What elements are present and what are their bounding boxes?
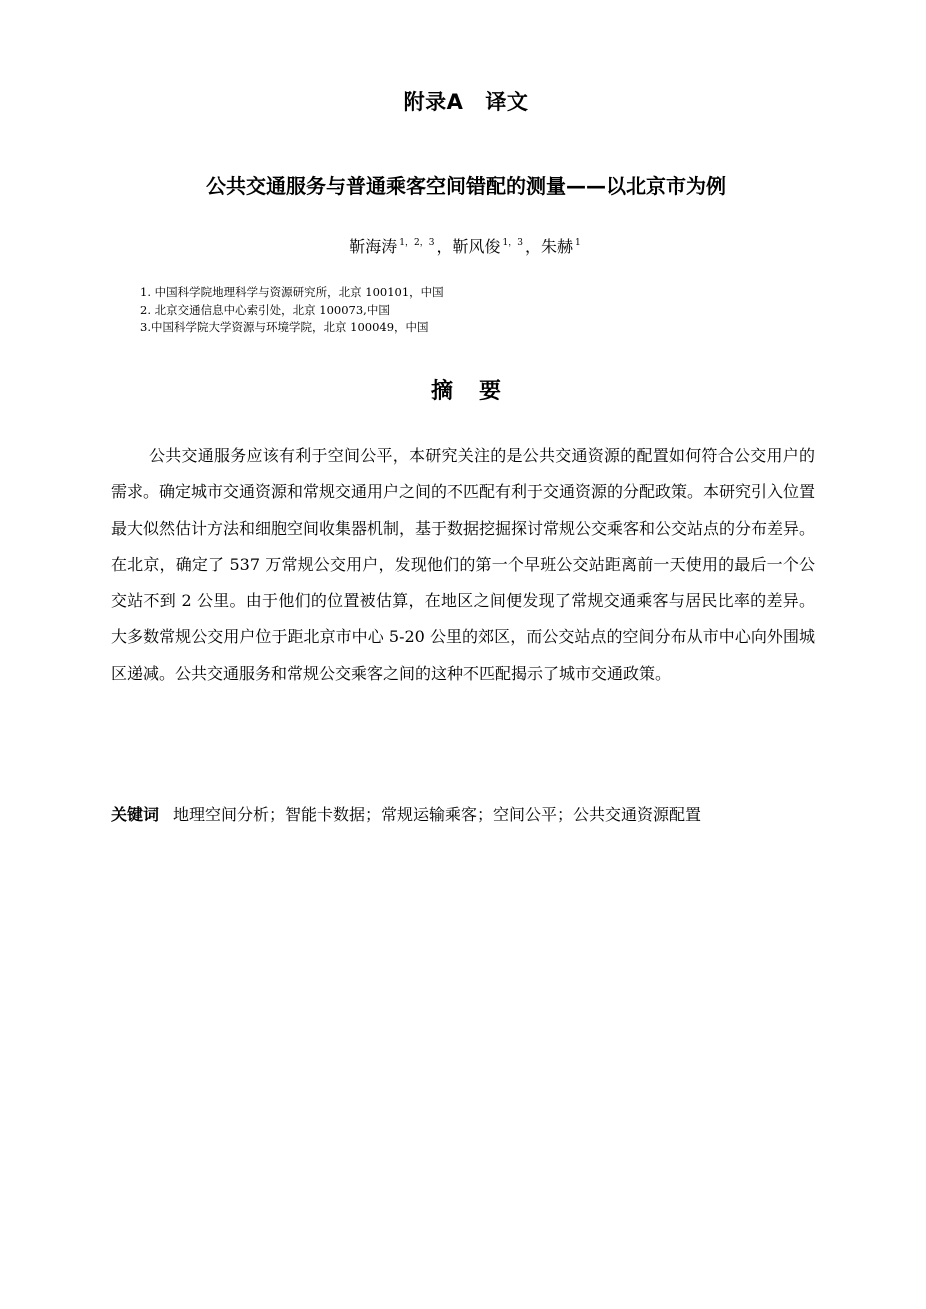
author-affiliation-marks: 1，2，3 xyxy=(399,238,435,248)
paper-title: 公共交通服务与普通乘客空间错配的测量——以北京市为例 xyxy=(206,174,726,198)
author-name: 朱赫 xyxy=(540,237,573,256)
author-line xyxy=(0,234,926,257)
abstract-heading-char: 要 xyxy=(479,379,502,404)
appendix-label: 附录A xyxy=(403,90,464,114)
author-separator: ， xyxy=(524,237,541,256)
author-name: 靳风俊 xyxy=(452,237,501,256)
abstract-body: 公共交通服务应该有利于空间公平，本研究关注的是公共交通资源的配置如何符合公交用户的需求。确定城市交通资源和常规交通用户之间的不匹配有利于交通资源的分配政策。本研究引入位置最大似然估计方法和细胞空间收集器机制，基于数据挖掘探讨常规公交乘客和公交站点的分布差异。在北京，确定了 537 万常规公交用户，发现他们的第一个早班公交站距离前一天使用的最后一个公交站不到 2 公里。由于他们的位置被估算，在地区之间便发现了常规交通乘客与居民比率的差异。大多数常规公交用户位于距北京市中心 5-20 公里的郊区，而公交站点的空间分布从市中心向外围城区递减。公共交通服务和常规公交乘客之间的这种不匹配揭示了城市交通政策。 xyxy=(111,446,816,683)
abstract-heading-char: 摘 xyxy=(430,379,453,404)
appendix-title xyxy=(0,86,926,116)
appendix-subtitle: 译文 xyxy=(485,90,529,114)
author-name: 靳海涛 xyxy=(349,237,398,256)
author-affiliation-marks: 1 xyxy=(574,238,581,248)
affiliation-list xyxy=(140,284,444,337)
affiliation-item: 1. 中国科学院地理科学与资源研究所，北京 100101，中国 xyxy=(140,285,444,299)
affiliation-item: 2. 北京交通信息中心索引处，北京 100073,中国 xyxy=(140,302,390,317)
abstract-heading xyxy=(0,374,926,405)
keywords-text: 地理空间分析；智能卡数据；常规运输乘客；空间公平；公共交通资源配置 xyxy=(173,805,702,824)
author-separator: ， xyxy=(436,237,453,256)
affiliation-item: 3.中国科学院大学资源与环境学院，北京 100049，中国 xyxy=(140,320,429,334)
keywords-line xyxy=(111,802,831,825)
keywords-label: 关键词 xyxy=(111,805,160,824)
author-affiliation-marks: 1，3 xyxy=(502,238,523,248)
